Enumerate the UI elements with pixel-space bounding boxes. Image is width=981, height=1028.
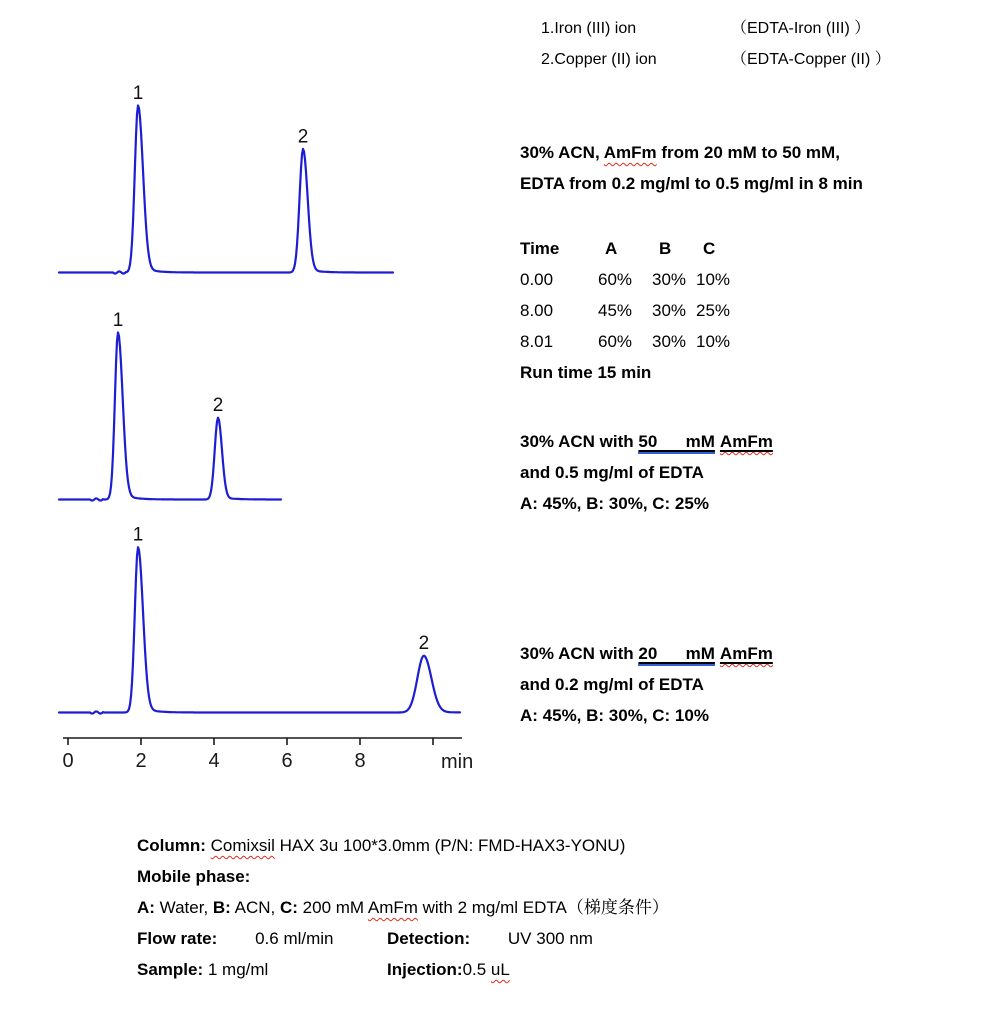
table-header-b: B — [659, 239, 672, 258]
table-cell: 10% — [696, 332, 731, 351]
phase-b-label: B: — [212, 898, 231, 917]
column-line — [137, 830, 857, 861]
condition-iso20-block — [520, 638, 773, 731]
table-cell: 45% — [598, 301, 633, 320]
condition-iso20-line1 — [520, 638, 773, 669]
condition-text: from 20 mM to 50 mM, — [656, 143, 840, 162]
peak-legend — [541, 13, 891, 75]
condition-text: 30% ACN, — [520, 143, 604, 162]
run-time-note: Run time 15 min — [520, 363, 652, 382]
flow-rate-value: 0.6 ml/min — [217, 929, 334, 948]
detection-value: UV 300 nm — [470, 929, 593, 948]
condition-iso50-block — [520, 426, 773, 519]
misspelled-word: AmFm — [367, 898, 418, 917]
condition-iso50-line3: A: 45%, B: 30%, C: 25% — [520, 494, 709, 513]
legend-complex-name: （EDTA-Iron (III) ） — [731, 20, 871, 37]
table-cell: 8.00 — [520, 301, 554, 320]
table-cell: 30% — [652, 301, 687, 320]
underlined-concentration: 20 mM — [638, 644, 715, 666]
x-axis-tick-label: 0 — [62, 750, 74, 772]
detection-label: Detection: — [387, 929, 471, 948]
table-cell: 0.00 — [520, 270, 554, 289]
sample-injection-line — [137, 954, 857, 985]
phase-a-value: Water, — [154, 898, 213, 917]
table-cell: 8.01 — [520, 332, 554, 351]
legend-item-copper — [541, 44, 891, 75]
chromatogram-trace-1 — [59, 106, 393, 274]
underlined-word — [720, 644, 773, 663]
peak-number-label: 2 — [418, 633, 430, 655]
chromatogram-trace-2 — [59, 333, 281, 501]
table-cell: 60% — [598, 332, 633, 351]
flow-rate-label: Flow rate: — [137, 929, 218, 948]
misspelled-word: AmFm — [603, 143, 657, 162]
condition-text: 30% ACN with — [520, 432, 639, 451]
x-axis-tick-label: 8 — [354, 750, 366, 772]
condition-iso20-line2: and 0.2 mg/ml of EDTA — [520, 675, 704, 694]
peak-number-label: 2 — [212, 395, 224, 417]
injection-label: Injection: — [387, 960, 463, 979]
underlined-word — [720, 432, 773, 451]
injection-group — [387, 954, 510, 985]
peak-number-label: 1 — [132, 83, 144, 104]
x-axis-tick-label: 6 — [281, 750, 293, 772]
phase-b-value: ACN, — [230, 898, 280, 917]
table-cell: 30% — [652, 332, 687, 351]
condition-gradient-block — [520, 137, 863, 199]
gradient-condition-cn: （梯度条件） — [566, 898, 669, 917]
misspelled-word: AmFm — [719, 432, 773, 451]
condition-text: 30% ACN with — [520, 644, 639, 663]
peak-number-label: 1 — [112, 310, 124, 331]
mobile-phase-label: Mobile phase: — [137, 867, 251, 886]
phase-c-value: with 2 mg/ml EDTA — [417, 898, 567, 917]
table-header-a: A — [605, 239, 618, 258]
condition-iso20-line3: A: 45%, B: 30%, C: 10% — [520, 706, 709, 725]
column-label: Column: — [137, 836, 211, 855]
condition-iso50-line2: and 0.5 mg/ml of EDTA — [520, 463, 704, 482]
table-cell: 30% — [652, 270, 687, 289]
condition-iso50-line1 — [520, 426, 773, 457]
misspelled-word: uL — [490, 960, 510, 979]
condition-gradient-line1 — [520, 137, 863, 168]
table-cell: 10% — [696, 270, 731, 289]
injection-value: 0.5 — [462, 960, 491, 979]
sample-value: 1 mg/ml — [203, 960, 269, 979]
table-header-c: C — [703, 239, 716, 258]
table-header-time: Time — [520, 239, 560, 258]
condition-gradient-line2: EDTA from 0.2 mg/ml to 0.5 mg/ml in 8 min — [520, 174, 863, 193]
table-cell: 25% — [696, 301, 731, 320]
method-info-block — [137, 830, 857, 985]
peak-number-label: 2 — [297, 126, 309, 148]
phase-c-value: 200 mM — [297, 898, 368, 917]
mobile-phase-line — [137, 892, 857, 923]
legend-sample-name: 1.Iron (III) ion — [541, 20, 637, 37]
x-axis-tick-label: 2 — [135, 750, 147, 772]
x-axis-unit-label: min — [441, 751, 474, 773]
underlined-concentration: 50 mM — [638, 432, 715, 454]
misspelled-word: AmFm — [719, 644, 773, 663]
sample-label: Sample: — [137, 960, 204, 979]
phase-c-label: C: — [279, 898, 298, 917]
misspelled-word: Comixsil — [210, 836, 275, 855]
gradient-table — [520, 233, 756, 357]
x-axis-tick-label: 4 — [208, 750, 220, 772]
column-value: HAX 3u 100*3.0mm (P/N: FMD-HAX3-YONU) — [274, 836, 626, 855]
legend-sample-name: 2.Copper (II) ion — [541, 51, 657, 68]
flow-detection-line — [137, 923, 857, 954]
detection-group — [387, 923, 593, 954]
legend-complex-name: （EDTA-Copper (II) ） — [731, 51, 891, 68]
legend-item-iron — [541, 13, 891, 44]
chromatogram-trace-3 — [59, 547, 460, 713]
phase-a-label: A: — [137, 898, 155, 917]
peak-number-label: 1 — [132, 524, 144, 546]
table-cell: 60% — [598, 270, 633, 289]
